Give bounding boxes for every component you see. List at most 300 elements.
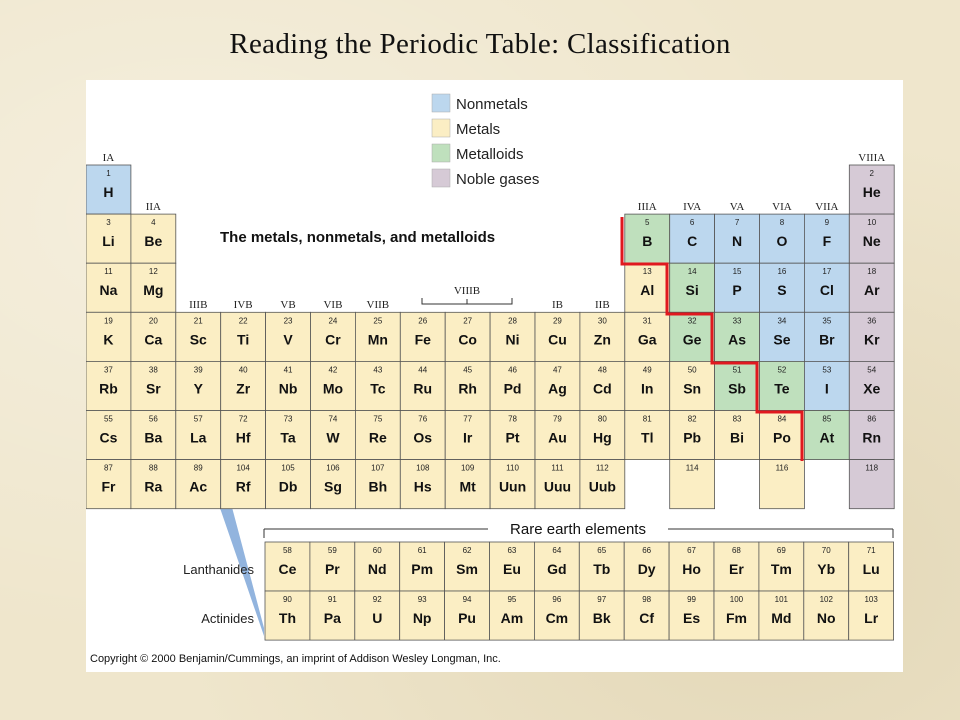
element-symbol: Sr <box>145 380 161 397</box>
element-cell <box>131 214 176 263</box>
atomic-number: 17 <box>822 267 832 277</box>
atomic-number: 52 <box>777 365 787 375</box>
element-cell <box>849 361 894 410</box>
element-symbol: Nb <box>278 380 298 397</box>
atomic-number: 59 <box>327 546 337 555</box>
element-symbol: Uuu <box>543 478 572 495</box>
legend-label: Metals <box>456 121 501 138</box>
atomic-number: 21 <box>193 316 203 326</box>
element-symbol: Co <box>458 331 477 348</box>
element-symbol: Hg <box>593 429 612 446</box>
atomic-number: 79 <box>552 414 562 424</box>
rare-earth-label: Rare earth elements <box>510 521 646 538</box>
element-symbol: S <box>777 282 787 299</box>
element-cell <box>670 214 715 263</box>
periodic-table-figure <box>86 80 903 672</box>
element-cell <box>670 411 715 460</box>
element-symbol: Cs <box>99 429 118 446</box>
atomic-number: 3 <box>106 218 111 228</box>
atomic-number: 37 <box>103 365 113 375</box>
atomic-number: 89 <box>193 463 203 473</box>
element-symbol: Uub <box>588 478 616 495</box>
atomic-number: 5 <box>645 218 650 228</box>
actinides-label: Actinides <box>201 611 254 626</box>
atomic-number: 12 <box>148 267 158 277</box>
element-cell <box>759 542 804 591</box>
element-cell <box>490 312 535 361</box>
element-cell <box>266 312 311 361</box>
element-cell <box>580 411 625 460</box>
element-symbol: W <box>326 429 340 446</box>
element-cell <box>86 460 131 509</box>
element-symbol: Rb <box>99 380 118 397</box>
element-symbol: Mg <box>143 282 164 299</box>
element-symbol: Gd <box>547 561 567 577</box>
element-symbol: Au <box>548 429 567 446</box>
atomic-number: 88 <box>148 463 158 473</box>
atomic-number: 45 <box>463 365 473 375</box>
element-cell <box>266 361 311 410</box>
element-cell <box>669 591 714 640</box>
atomic-number: 60 <box>372 546 382 555</box>
element-symbol: Ge <box>682 331 702 348</box>
atomic-number: 74 <box>328 414 338 424</box>
element-cell <box>849 460 894 509</box>
element-symbol: Po <box>773 429 791 446</box>
element-cell <box>849 165 894 214</box>
element-symbol: U <box>372 610 383 626</box>
atomic-number: 98 <box>642 595 652 604</box>
element-symbol: Tm <box>770 561 792 577</box>
element-cell <box>625 411 670 460</box>
element-cell <box>176 411 221 460</box>
element-symbol: Ba <box>144 429 163 446</box>
atomic-number: 110 <box>506 463 519 473</box>
atomic-number: 78 <box>508 414 518 424</box>
element-symbol: Fr <box>101 478 116 495</box>
atomic-number: 15 <box>732 267 742 277</box>
group-label-viiib: VIIIB <box>453 285 481 297</box>
legend-swatch <box>432 94 450 112</box>
atomic-number: 99 <box>687 595 697 604</box>
element-cell <box>715 411 760 460</box>
element-cell <box>490 542 535 591</box>
element-cell <box>804 411 849 460</box>
viiib-bracket <box>422 285 512 304</box>
legend-swatch <box>432 119 450 137</box>
element-symbol: Sc <box>189 331 207 348</box>
group-label: IIIB <box>189 299 208 311</box>
atomic-number: 31 <box>642 316 652 326</box>
atomic-number: 69 <box>776 546 786 555</box>
element-cell <box>804 591 849 640</box>
element-cell <box>490 591 535 640</box>
element-cell <box>490 460 535 509</box>
element-symbol: Mn <box>367 331 388 348</box>
legend-label: Metalloids <box>456 146 524 163</box>
element-cell <box>355 460 400 509</box>
atomic-number: 2 <box>869 169 874 178</box>
element-cell <box>131 312 176 361</box>
element-cell <box>715 361 760 410</box>
atomic-number: 40 <box>238 365 248 375</box>
element-cell <box>849 263 894 312</box>
atomic-number: 53 <box>822 365 832 375</box>
element-cell <box>534 591 579 640</box>
element-cell <box>670 460 715 509</box>
element-cell <box>715 214 760 263</box>
element-symbol: Sg <box>324 478 342 495</box>
element-symbol: Mt <box>459 478 476 495</box>
element-symbol: Pm <box>411 561 434 577</box>
element-cell <box>131 263 176 312</box>
atomic-number: 85 <box>822 414 832 424</box>
element-symbol: Si <box>685 282 699 299</box>
atomic-number: 97 <box>597 595 607 604</box>
atomic-number: 47 <box>552 365 562 375</box>
group-label: VIIIA <box>858 152 886 164</box>
element-cell <box>670 361 715 410</box>
element-cell <box>760 411 805 460</box>
element-cell <box>535 312 580 361</box>
element-cell <box>715 312 760 361</box>
element-cell <box>535 460 580 509</box>
copyright-notice: Copyright © 2000 Benjamin/Cummings, an imprint of Addison Wesley Longman, Inc. <box>90 653 501 665</box>
atomic-number: 54 <box>867 365 877 375</box>
atomic-number: 77 <box>463 414 473 424</box>
element-symbol: Te <box>774 380 790 397</box>
element-symbol: Ne <box>862 233 881 250</box>
atomic-number: 101 <box>774 595 789 604</box>
element-cell <box>445 411 490 460</box>
atomic-number: 75 <box>373 414 383 424</box>
element-symbol: Zr <box>236 380 251 397</box>
atomic-number: 50 <box>687 365 697 375</box>
group-label: VA <box>729 201 745 213</box>
element-symbol: Ru <box>413 380 433 397</box>
element-cell <box>86 312 131 361</box>
atomic-number: 30 <box>597 316 607 326</box>
element-cell <box>580 361 625 410</box>
atomic-number: 38 <box>148 365 158 375</box>
element-symbol: Fe <box>414 331 431 348</box>
element-symbol: Zn <box>593 331 611 348</box>
element-cell <box>445 591 490 640</box>
element-cell <box>804 542 849 591</box>
atomic-number: 96 <box>552 595 562 604</box>
element-symbol: Lu <box>862 561 880 577</box>
element-cell <box>849 542 894 591</box>
element-cell <box>804 263 849 312</box>
atomic-number: 64 <box>552 546 562 555</box>
element-symbol: Br <box>819 331 835 348</box>
element-symbol: Ho <box>682 561 701 577</box>
element-cell <box>400 542 445 591</box>
element-cell <box>625 214 670 263</box>
periodic-table-svg <box>86 80 903 672</box>
element-cell <box>266 411 311 460</box>
element-symbol: Hf <box>235 429 251 446</box>
atomic-number: 39 <box>193 365 203 375</box>
atomic-number: 24 <box>328 316 338 326</box>
element-cell <box>670 263 715 312</box>
atomic-number: 82 <box>687 414 697 424</box>
atomic-number: 1 <box>106 169 111 178</box>
element-cell <box>804 214 849 263</box>
element-grid <box>86 165 894 509</box>
group-label: IB <box>551 299 563 311</box>
element-symbol: Sb <box>728 380 746 397</box>
element-cell <box>849 214 894 263</box>
atomic-number: 26 <box>418 316 428 326</box>
atomic-number: 22 <box>238 316 248 326</box>
atomic-number: 80 <box>597 414 607 424</box>
element-symbol: Y <box>193 380 203 397</box>
atomic-number: 36 <box>867 316 877 326</box>
element-cell <box>355 361 400 410</box>
element-symbol: Ca <box>144 331 163 348</box>
element-cell <box>670 312 715 361</box>
element-cell <box>669 542 714 591</box>
element-cell <box>265 591 310 640</box>
element-cell <box>355 591 400 640</box>
element-symbol: Ar <box>863 282 880 299</box>
element-symbol: Xe <box>863 380 881 397</box>
element-cell <box>221 411 266 460</box>
atomic-number: 28 <box>508 316 518 326</box>
element-symbol: Sn <box>683 380 702 397</box>
element-symbol: Cl <box>819 282 834 299</box>
element-symbol: Tb <box>593 561 611 577</box>
atomic-number: 111 <box>551 463 564 473</box>
element-cell <box>625 312 670 361</box>
element-symbol: Am <box>500 610 524 626</box>
atomic-number: 18 <box>867 267 877 277</box>
element-symbol: Cf <box>639 610 655 626</box>
atomic-number: 56 <box>148 414 158 424</box>
element-symbol: He <box>862 184 881 200</box>
atomic-number: 35 <box>822 316 832 326</box>
atomic-number: 105 <box>281 463 295 473</box>
atomic-number: 91 <box>327 595 337 604</box>
element-cell <box>445 542 490 591</box>
element-symbol: No <box>816 610 836 626</box>
element-symbol: Pr <box>324 561 340 577</box>
group-label: VIB <box>323 299 343 311</box>
atomic-number: 46 <box>508 365 518 375</box>
atomic-number: 72 <box>238 414 248 424</box>
element-cell <box>176 312 221 361</box>
element-symbol: Ir <box>462 429 473 446</box>
atomic-number: 20 <box>148 316 158 326</box>
group-label: IVB <box>233 299 253 311</box>
atomic-number: 58 <box>282 546 292 555</box>
element-cell <box>400 591 445 640</box>
element-symbol: F <box>822 233 832 250</box>
atomic-number: 71 <box>866 546 876 555</box>
element-cell <box>221 361 266 410</box>
element-cell <box>579 542 624 591</box>
rare-earth-header <box>264 521 893 538</box>
atomic-number: 51 <box>732 365 742 375</box>
element-cell <box>176 460 221 509</box>
f-block-grid <box>265 542 894 640</box>
element-cell <box>131 411 176 460</box>
element-symbol: Ra <box>144 478 163 495</box>
atomic-number: 109 <box>460 463 475 473</box>
element-cell <box>221 460 266 509</box>
group-label: VIIB <box>366 299 390 311</box>
element-symbol: Be <box>144 233 163 250</box>
element-symbol: Md <box>771 610 792 626</box>
element-cell <box>580 312 625 361</box>
atomic-number: 27 <box>463 316 473 326</box>
atomic-number: 16 <box>777 267 787 277</box>
element-symbol: Mo <box>322 380 344 397</box>
element-cell <box>445 312 490 361</box>
element-symbol: In <box>641 380 654 397</box>
element-cell <box>849 312 894 361</box>
atomic-number: 48 <box>597 365 607 375</box>
element-cell <box>355 312 400 361</box>
element-cell <box>579 591 624 640</box>
atomic-number: 106 <box>326 463 340 473</box>
atomic-number: 49 <box>642 365 652 375</box>
atomic-number: 112 <box>595 463 609 473</box>
legend-label: Nonmetals <box>456 96 528 113</box>
atomic-number: 65 <box>597 546 607 555</box>
element-cell <box>355 542 400 591</box>
element-cell <box>804 312 849 361</box>
atomic-number: 102 <box>819 595 833 604</box>
element-cell <box>624 591 669 640</box>
element-symbol: Se <box>773 331 791 348</box>
atomic-number: 67 <box>687 546 697 555</box>
group-label: IIIA <box>637 201 657 213</box>
element-cell <box>176 361 221 410</box>
atomic-number: 44 <box>418 365 428 375</box>
element-cell <box>310 542 355 591</box>
element-cell <box>400 361 445 410</box>
element-cell <box>714 591 759 640</box>
element-cell <box>535 361 580 410</box>
element-symbol: Tc <box>370 380 386 397</box>
element-cell <box>311 460 356 509</box>
atomic-number: 87 <box>103 463 113 473</box>
element-symbol: Es <box>682 610 701 626</box>
element-symbol: K <box>103 331 114 348</box>
element-symbol: C <box>687 233 698 250</box>
atomic-number: 61 <box>417 546 427 555</box>
atomic-number: 7 <box>734 218 740 228</box>
element-symbol: Ga <box>637 331 657 348</box>
element-symbol: H <box>103 184 114 200</box>
element-symbol: Ag <box>548 380 567 397</box>
element-cell <box>311 312 356 361</box>
element-symbol: Ni <box>505 331 520 348</box>
element-symbol: Na <box>99 282 118 299</box>
atomic-number: 104 <box>236 463 250 473</box>
legend-swatch <box>432 144 450 162</box>
element-symbol: As <box>728 331 747 348</box>
element-symbol: Db <box>278 478 298 495</box>
element-cell <box>86 361 131 410</box>
atomic-number: 114 <box>685 463 699 473</box>
atomic-number: 100 <box>729 595 744 604</box>
element-symbol: Hs <box>413 478 432 495</box>
slide-title: Reading the Periodic Table: Classification <box>229 28 731 60</box>
atomic-number: 108 <box>416 463 430 473</box>
element-cell <box>400 460 445 509</box>
element-cell <box>804 361 849 410</box>
element-cell <box>490 361 535 410</box>
atomic-number: 29 <box>552 316 562 326</box>
element-symbol: Pb <box>683 429 702 446</box>
atomic-number: 94 <box>462 595 472 604</box>
element-symbol: Yb <box>817 561 836 577</box>
element-symbol: Rn <box>862 429 882 446</box>
element-symbol: Os <box>413 429 433 446</box>
element-cell <box>265 542 310 591</box>
element-symbol: Bk <box>592 610 611 626</box>
element-symbol: Nd <box>367 561 387 577</box>
element-cell <box>760 460 805 509</box>
element-cell <box>625 263 670 312</box>
element-cell <box>625 361 670 410</box>
atomic-number: 95 <box>507 595 517 604</box>
element-symbol: N <box>731 233 743 250</box>
group-label: VB <box>280 299 296 311</box>
element-cell <box>400 411 445 460</box>
element-cell <box>86 165 131 214</box>
atomic-number: 107 <box>371 463 385 473</box>
atomic-number: 14 <box>687 267 697 277</box>
atomic-number: 68 <box>731 546 741 555</box>
element-symbol: Fm <box>725 610 747 626</box>
atomic-number: 84 <box>777 414 787 424</box>
element-cell <box>86 411 131 460</box>
element-cell <box>715 263 760 312</box>
element-symbol: Cd <box>593 380 612 397</box>
element-symbol: Pt <box>505 429 520 446</box>
atomic-number: 86 <box>867 414 877 424</box>
atomic-number: 103 <box>864 595 878 604</box>
atomic-number: 92 <box>372 595 382 604</box>
element-cell <box>580 460 625 509</box>
element-cell <box>86 263 131 312</box>
element-cell <box>311 411 356 460</box>
element-symbol: P <box>732 282 742 299</box>
atomic-number: 42 <box>328 365 338 375</box>
atomic-number: 63 <box>507 546 517 555</box>
group-label: IVA <box>683 201 702 213</box>
element-symbol: Cm <box>545 610 569 626</box>
atomic-number: 76 <box>418 414 428 424</box>
element-symbol: At <box>819 429 835 446</box>
legend <box>432 94 539 188</box>
figure-title: The metals, nonmetals, and metalloids <box>220 229 496 246</box>
atomic-number: 70 <box>821 546 831 555</box>
atomic-number: 32 <box>687 316 697 326</box>
element-symbol: Er <box>729 561 744 577</box>
atomic-number: 19 <box>103 316 113 326</box>
atomic-number: 6 <box>689 218 695 228</box>
element-symbol: Rf <box>235 478 251 495</box>
atomic-number: 73 <box>283 414 293 424</box>
element-symbol: I <box>824 380 829 397</box>
group-label: VIA <box>772 201 792 213</box>
element-cell <box>490 411 535 460</box>
